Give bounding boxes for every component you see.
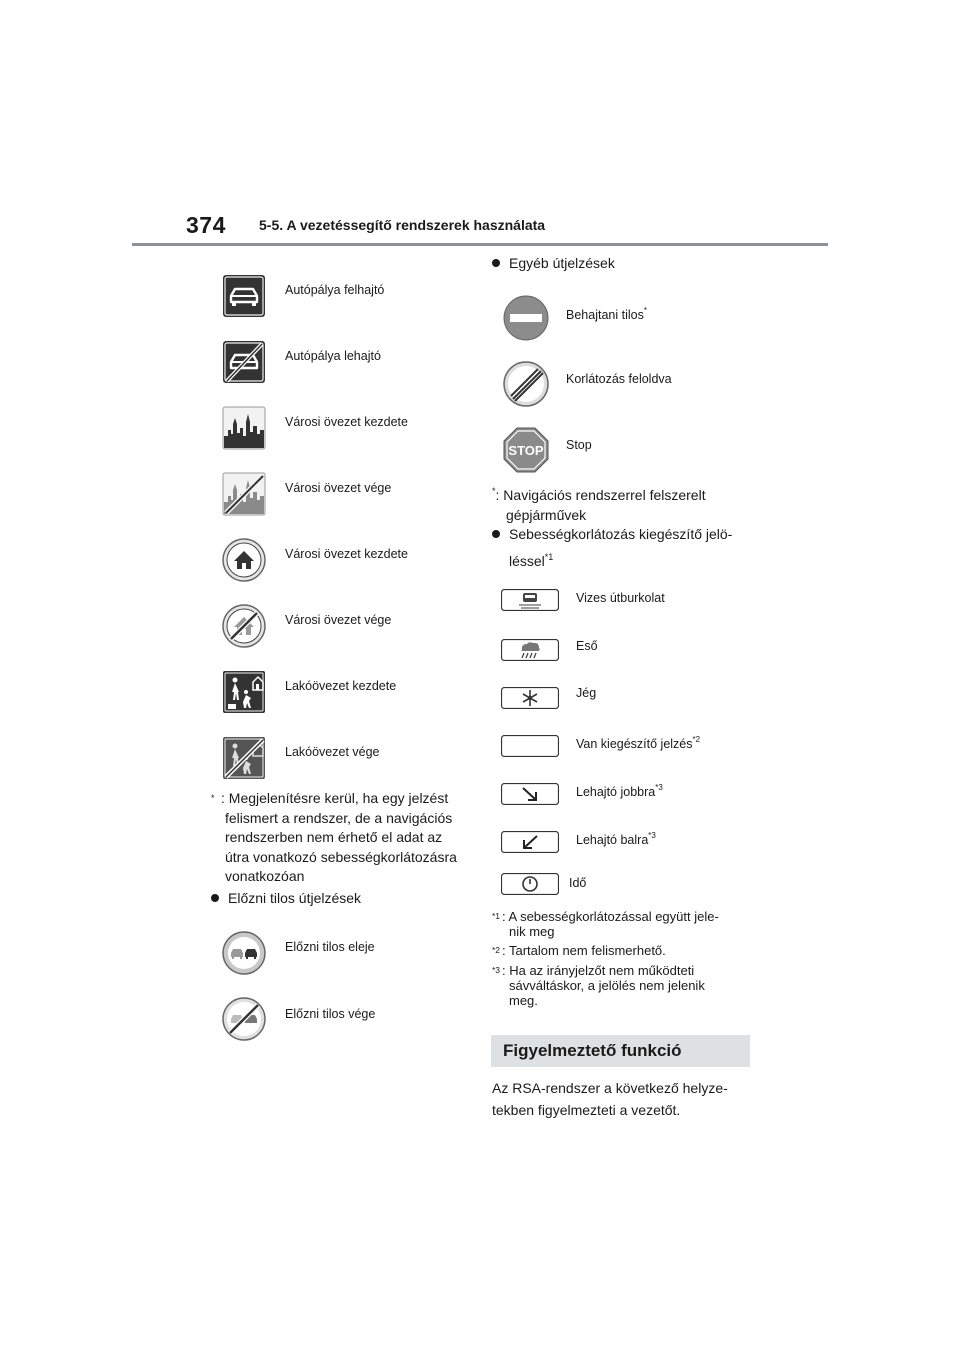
- sign-label: Lehajtó balra$^{*3}$: [576, 831, 656, 847]
- house-circle-end-icon: [222, 604, 266, 648]
- footnote-1: $^{*1}$ : A sebességkorlátozással együtt jele- nik meg: [492, 909, 719, 939]
- warning-paragraph: Az RSA-rendszer a következő helyze- tekben figyelmezteti a vezetőt.: [492, 1080, 728, 1118]
- residential-zone-icon: [222, 670, 266, 714]
- chapter-title: 5-5. A vezetéssegítő rendszerek használata: [259, 217, 546, 233]
- stop-sign-icon: [503, 427, 549, 473]
- blank-plate-icon: [501, 735, 559, 757]
- motorway-end-icon: [222, 340, 266, 384]
- bullet-no-overtaking: [211, 890, 361, 906]
- section-header-warning: [491, 1035, 750, 1067]
- sign-label: Előzni tilos eleje: [285, 940, 375, 954]
- clock-icon: [501, 873, 559, 895]
- sign-label: Előzni tilos vége: [285, 1007, 376, 1021]
- bullet-other-signs: [492, 255, 615, 271]
- sign-label: Idő: [569, 876, 587, 890]
- sign-label: Városi övezet vége: [285, 613, 392, 627]
- footnote-line: felismert a rendszer, de a navigációs: [225, 809, 453, 826]
- wet-road-icon: [501, 589, 559, 611]
- rain-icon: [501, 639, 559, 661]
- city-skyline-end-icon: [222, 472, 266, 516]
- footnote-line: : Megjelenítésre kerül, ha egy jelzést: [221, 790, 449, 806]
- city-skyline-icon: [222, 406, 266, 450]
- no-entry-icon: [503, 295, 549, 341]
- sign-label: Vizes útburkolat: [576, 591, 665, 605]
- sign-label: Lehajtó jobbra$^{*3}$: [576, 783, 663, 799]
- sign-label: Városi övezet kezdete: [285, 415, 408, 429]
- sign-label: Autópálya lehajtó: [285, 349, 381, 363]
- stop-sign-text: STOP: [508, 443, 544, 458]
- exit-left-arrow-icon: [501, 831, 559, 853]
- ice-icon: [501, 687, 559, 709]
- footnote-navigation-vehicles: *: Navigációs rendszerrel felszerelt gépjárművek: [492, 486, 706, 523]
- residential-zone-end-icon: [222, 736, 266, 780]
- sign-label: Autópálya felhajtó: [285, 283, 385, 297]
- sign-label: Lakóövezet kezdete: [285, 679, 397, 693]
- house-circle-icon: [222, 538, 266, 582]
- sign-label: Behajtani tilos*: [566, 306, 647, 322]
- bullet-speed-supplement: Sebességkorlátozás kiegészítő jelö- léssel$^{*1}$: [492, 525, 762, 571]
- footnote-2: $^{*2}$ : Tartalom nem felismerhető.: [492, 943, 666, 958]
- sign-label: Városi övezet kezdete: [285, 547, 408, 561]
- footnote-line: vonatkozóan: [225, 868, 305, 884]
- sign-label: Eső: [576, 639, 598, 653]
- footnote-line: rendszerben nem érhető el adat az: [225, 829, 443, 845]
- page-number: 374: [186, 212, 226, 238]
- bullet-heading: Egyéb útjelzések: [509, 255, 615, 271]
- footnote-line: útra vonatkozó sebességkorlátozásra: [225, 848, 457, 865]
- bullet-heading: Előzni tilos útjelzések: [228, 890, 362, 906]
- sign-label: Stop: [566, 438, 592, 452]
- footnote-navigation-note: [211, 789, 471, 887]
- sign-label: Lakóövezet vége: [285, 745, 380, 759]
- header-rule: [132, 243, 828, 246]
- sign-label: Korlátozás feloldva: [566, 372, 672, 386]
- no-overtaking-icon: [222, 931, 266, 975]
- no-overtaking-end-icon: [222, 997, 266, 1041]
- sign-label: Jég: [576, 686, 597, 700]
- sign-label: Városi övezet vége: [285, 481, 392, 495]
- section-title: Figyelmeztető funkció: [503, 1041, 682, 1060]
- footnote-3: $^{*3}$ : Ha az irányjelzőt nem működteti sávváltáskor, a jelölés nem jelenik meg.: [492, 963, 705, 1008]
- motorway-icon: [222, 274, 266, 318]
- sign-label: Van kiegészítő jelzés$^{*2}$: [576, 735, 701, 751]
- footnote-marker: *: [211, 793, 215, 803]
- restriction-end-icon: [503, 361, 549, 407]
- exit-right-arrow-icon: [501, 783, 559, 805]
